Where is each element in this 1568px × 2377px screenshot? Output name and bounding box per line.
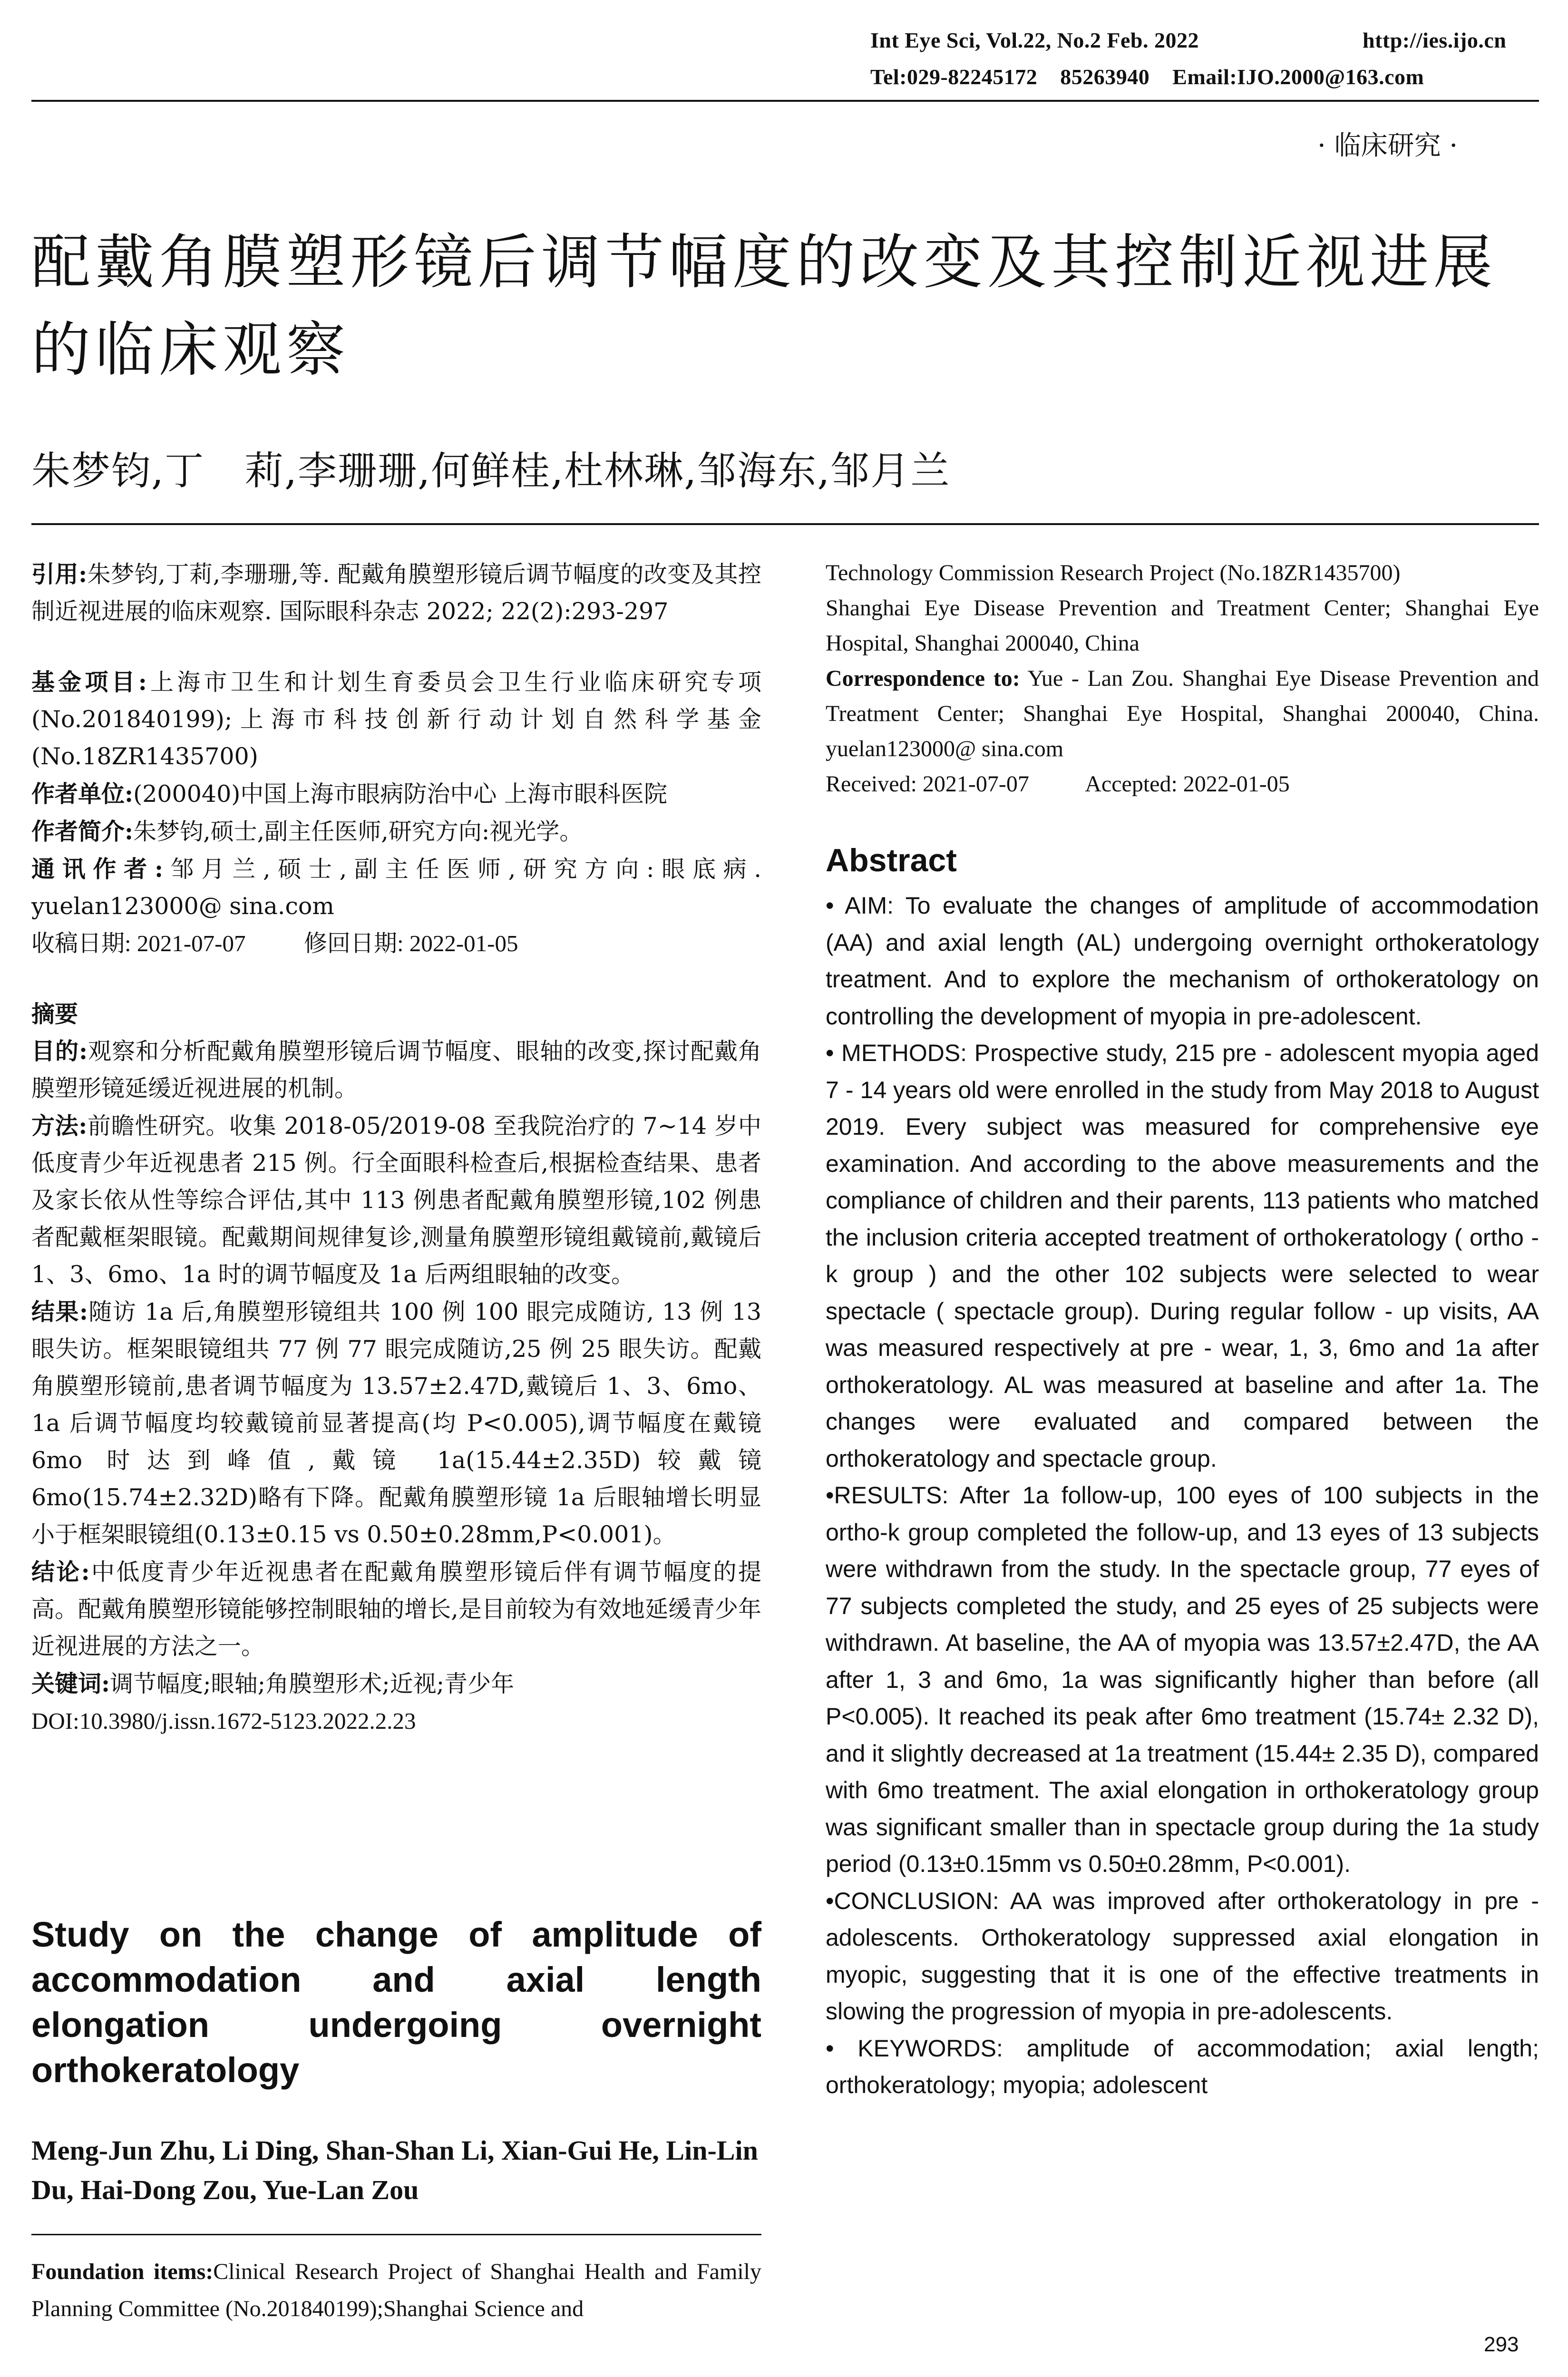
english-authors-rule	[31, 2234, 761, 2235]
english-authors: Meng-Jun Zhu, Li Ding, Shan-Shan Li, Xian-Gui He, Lin-Lin Du, Hai-Dong Zou, Yue-Lan Zou	[31, 2135, 758, 2205]
aim-cn: 目的:观察和分析配戴角膜塑形镜后调节幅度、眼轴的改变,探讨配戴角膜塑形镜延缓近视进展的机制。	[31, 1037, 761, 1102]
results-cn: 结果:随访 1a 后,角膜塑形镜组共 100 例 100 眼完成随访, 13 例 13 眼失访。框架眼镜组共 77 例 77 眼完成随访,25 例 25 眼失访。配戴角膜塑形镜前,患者调节幅度为 13.57±2.47D,戴镜后 1、3、6mo、1a 后调节幅度均较戴镜前显著提高(均 P<0.005),调节幅度在戴镜 6mo 时达到峰值,戴镜 1a(15.44±2.35D)较戴镜 6mo(15.74±2.32D)略有下降。配戴角膜塑形镜 1a 后眼轴增长明显小于框架眼镜组(0.13±0.15 vs 0.50±0.28mm,P<0.001)。	[31, 1298, 761, 1548]
page-number: 293	[1484, 2333, 1519, 2356]
title-rule	[31, 523, 1539, 525]
aim-en: • AIM: To evaluate the changes of amplitude of accommodation (AA) and axial length (AL) undergoing overnight orthokeratology treatment. And to explore the mechanism of orthokeratology on controlling the development of myopia in pre-adolescent.	[826, 892, 1539, 1030]
author-bio: 作者简介:朱梦钧,硕士,副主任医师,研究方向:视光学。	[31, 818, 583, 845]
article-title: 配戴角膜塑形镜后调节幅度的改变及其控制近视进展的临床观察	[31, 228, 1498, 384]
article-authors: 朱梦钧,丁 莉,李珊珊,何鲜桂,杜林琳,邹海东,邹月兰	[31, 448, 951, 494]
dates-en: Received: 2021-07-07 Accepted: 2022-01-05	[826, 771, 1290, 797]
journal-contact: Tel:029-82245172 85263940 Email:IJO.2000@163.com	[870, 65, 1424, 89]
english-title: Study on the change of amplitude of accommodation and axial length elongation undergoing overnight orthokeratology	[31, 1915, 761, 2090]
keywords-cn: 关键词:调节幅度;眼轴;角膜塑形术;近视;青少年	[31, 1670, 515, 1697]
fund-info: 基金项目:上海市卫生和计划生育委员会卫生行业临床研究专项(No.201840199);上海市科技创新行动计划自然科学基金(No.18ZR1435700)	[31, 668, 761, 770]
left-column	[31, 555, 761, 1740]
citation: 引用:朱梦钧,丁莉,李珊珊,等. 配戴角膜塑形镜后调节幅度的改变及其控制近视进展的临床观察. 国际眼科杂志 2022; 22(2):293-297	[31, 560, 761, 625]
section-tag: · 临床研究 ·	[1317, 130, 1458, 161]
journal-info: Int Eye Sci, Vol.22, No.2 Feb. 2022	[870, 28, 1199, 52]
conclusion-en: •CONCLUSION: AA was improved after orthokeratology in pre - adolescents. Orthokeratology suppressed axial elongation in myopic, suggesting that it is one of the effective treatments in slowing the progression of myopia in pre-adolescents.	[826, 1887, 1539, 2025]
dates-cn: 收稿日期: 2021-07-07 修回日期: 2022-01-05	[31, 930, 518, 956]
abstract-heading-en: Abstract	[826, 842, 957, 878]
results-en: •RESULTS: After 1a follow-up, 100 eyes of 100 subjects in the ortho-k group completed the follow-up, and 13 eyes of 13 subjects were withdrawn from the study. In the spectacle group, 77 eyes of 77 subjects completed the study, and 25 eyes of 25 subjects were withdrawn. At baseline, the AA of myopia was 13.57±2.47D, the AA after 1, 3 and 6mo, 1a was significantly higher than before (all P<0.005). It reached its peak after 6mo treatment (15.74± 2.32 D), and it slightly decreased at 1a treatment (15.44± 2.35 D), compared with 6mo treatment. The axial elongation in orthokeratology group was significant smaller than in spectacle group during the 1a study period (0.13±0.15mm vs 0.50±0.28mm, P<0.001).	[826, 1482, 1539, 1877]
conclusion-cn: 结论:中低度青少年近视患者在配戴角膜塑形镜后伴有调节幅度的提高。配戴角膜塑形镜能够控制眼轴的增长,是目前较为有效地延缓青少年近视进展的方法之一。	[31, 1558, 761, 1660]
corresponding-author: 通讯作者:邹月兰,硕士,副主任医师,研究方向:眼底病. yuelan123000@ sina.com	[31, 855, 761, 920]
header-rule	[31, 100, 1539, 102]
abstract-heading-cn: 摘要	[31, 1000, 78, 1028]
foundation-items: Foundation items:Clinical Research Project of Shanghai Health and Family Planning Committee (No.201840199);Shanghai Science and	[31, 2259, 761, 2321]
affiliation-en: Shanghai Eye Disease Prevention and Treatment Center; Shanghai Eye Hospital, Shanghai 200040, China	[826, 595, 1539, 656]
foundation-cont: Technology Commission Research Project (No.18ZR1435700)	[826, 560, 1401, 585]
right-info-block	[826, 555, 1539, 802]
correspondence-en: Correspondence to: Yue - Lan Zou. Shanghai Eye Disease Prevention and Treatment Center; Shanghai Eye Hospital, Shanghai 200040, China. yuelan123000@ sina.com	[826, 666, 1539, 761]
methods-en: • METHODS: Prospective study, 215 pre - adolescent myopia aged 7 - 14 years old were enrolled in the study from May 2018 to August 2019. Every subject was measured for comprehensive eye examination. And according to the above measurements and the compliance of children and their parents, 113 patients who matched the inclusion criteria accepted treatment of orthokeratology ( ortho - k group ) and the other 102 subjects were selected to wear spectacle ( spectacle group). During regular follow - up visits, AA was measured respectively at pre - wear, 1, 3, 6mo and 1a after orthokeratology. AL was measured at baseline and after 1a. The changes were evaluated and compared between the orthokeratology and spectacle group.	[826, 1040, 1539, 1472]
abstract-body-en	[826, 887, 1539, 2104]
author-unit: 作者单位:(200040)中国上海市眼病防治中心 上海市眼科医院	[31, 780, 667, 808]
methods-cn: 方法:前瞻性研究。收集 2018-05/2019-08 至我院治疗的 7~14 岁中低度青少年近视患者 215 例。行全面眼科检查后,根据检查结果、患者及家长依从性等综合评估,其中 113 例患者配戴角膜塑形镜,102 例患者配戴框架眼镜。配戴期间规律复诊,测量角膜塑形镜组戴镜前,戴镜后 1、3、6mo、1a 时的调节幅度及 1a 后两组眼轴的改变。	[31, 1112, 761, 1288]
keywords-en: • KEYWORDS: amplitude of accommodation; axial length; orthokeratology; myopia; adolescent	[826, 2035, 1539, 2098]
doi: DOI:10.3980/j.issn.1672-5123.2022.2.23	[31, 1708, 416, 1734]
journal-url[interactable]: http://ies.ijo.cn	[1363, 28, 1507, 52]
